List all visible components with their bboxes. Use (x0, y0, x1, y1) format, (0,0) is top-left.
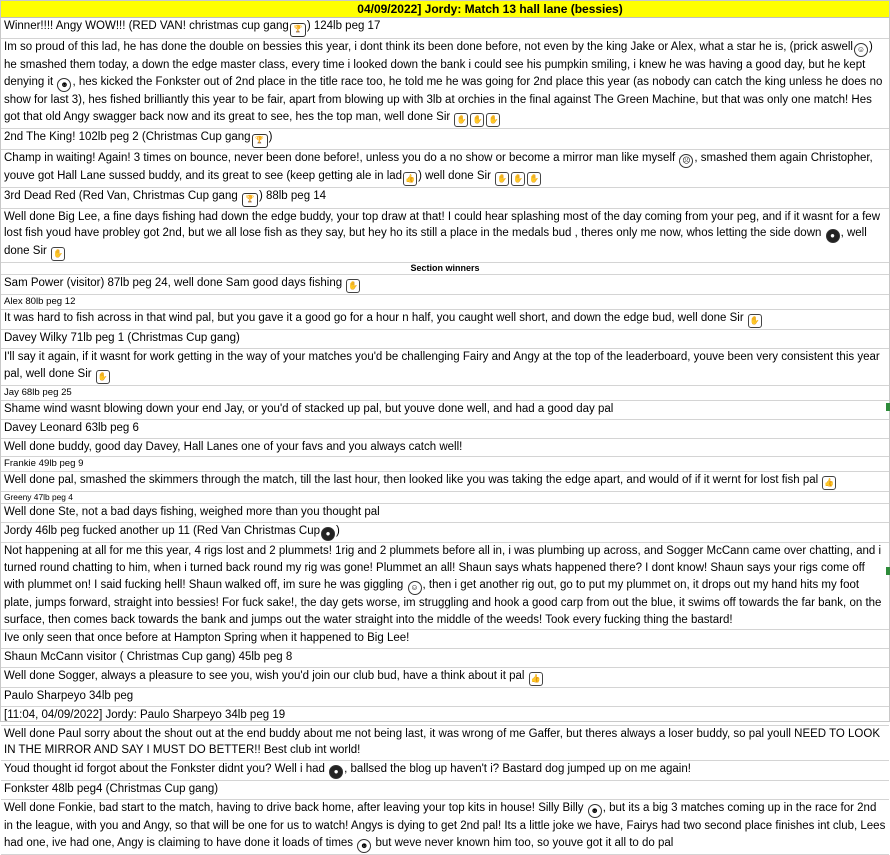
cell-text: , smashed them again Christopher, youve got Hall Lane sussed buddy, and its great to see (keep getting ale in lad (4, 151, 873, 182)
table-cell[interactable] (1, 349, 889, 386)
table-cell[interactable] (1, 800, 889, 855)
table-cell[interactable] (1, 39, 889, 129)
table-cell[interactable] (1, 401, 889, 420)
cell-text: ) (336, 525, 340, 538)
table-cell[interactable] (1, 649, 889, 668)
laughing-face-icon: ☻ (357, 839, 371, 853)
page-title[interactable]: 04/09/2022] Jordy: Match 13 hall lane (bessies) (1, 1, 889, 18)
detective-icon: ● (329, 765, 343, 779)
cell-text: [11:04, 04/09/2022] Jordy: Paulo Sharpeyo 34lb peg 19 (4, 708, 286, 721)
cell-text: Youd thought id forgot about the Fonkster didnt you? Well i had (4, 763, 329, 776)
cell-text: Frankie 49lb peg 9 (4, 458, 84, 470)
table-cell[interactable] (1, 275, 889, 295)
table-cell[interactable] (1, 330, 889, 349)
detective-icon: ● (826, 229, 840, 243)
table-cell[interactable] (1, 726, 889, 762)
table-cell[interactable] (1, 18, 889, 39)
cell-text: Shaun McCann visitor ( Christmas Cup gang) 45lb peg 8 (4, 651, 293, 664)
table-cell[interactable] (1, 781, 889, 800)
cell-text: Davey Wilky 71lb peg 1 (Christmas Cup gang) (4, 332, 240, 345)
grimace-face-icon: ☹ (679, 154, 693, 168)
clap-icon: ✋ (527, 172, 541, 186)
cell-text: ) well done Sir (418, 169, 495, 182)
cell-text: Davey Leonard 63lb peg 6 (4, 421, 139, 434)
cell-text: Well done Paul sorry about the shout out at the end buddy about me not being last, it was wrong of me Gaffer, but theres always a loser buddy, so pal youll NEED TO LOOK IN THE MIRROR AND SAY I MUST DO BETTER!! Best club int world! (4, 727, 880, 757)
clap-icon: ✋ (470, 113, 484, 127)
cell-text: , hes kicked the Fonkster out of 2nd place in the title race too, he told me he was going for 2nd place this year (as nobody can catch the king unless he does no show for last 3), hes fished brilliantly this year to be fair, apart from blowing up with 3lb at orchies in the final against The Green Machine, but that was only one match! Hes got that old Angy swagger back now and its great to see, hes the top man, well done Sir (4, 75, 883, 123)
table-cell[interactable] (1, 504, 889, 523)
cell-text: Jordy 46lb peg fucked another up 11 (Red Van Christmas Cup (4, 525, 321, 538)
trophy-icon: 🏆 (290, 23, 306, 37)
cell-text: Section winners (410, 263, 480, 274)
table-cell[interactable] (1, 492, 889, 504)
section-heading[interactable] (1, 263, 889, 275)
cell-text: Well done buddy, good day Davey, Hall Lanes one of your favs and you always catch well! (4, 440, 463, 453)
cell-text: 3rd Dead Red (Red Van, Christmas Cup gang (4, 189, 241, 202)
table-cell[interactable] (1, 707, 889, 726)
cell-text: , ballsed the blog up haven't i? Bastard dog jumped up on me again! (344, 763, 691, 776)
table-cell[interactable] (1, 472, 889, 492)
cell-text: ) 124lb peg 17 (306, 20, 381, 32)
cell-text: but weve never known him too, so youve got it all to do pal (372, 836, 674, 849)
clap-icon: ✋ (495, 172, 509, 186)
table-cell[interactable] (1, 761, 889, 781)
clap-icon: ✋ (96, 370, 110, 384)
table-cell[interactable] (1, 209, 889, 264)
clap-icon: ✋ (454, 113, 468, 127)
thumbs-up-icon: 👍 (529, 672, 543, 686)
clap-icon: ✋ (346, 279, 360, 293)
cell-text: ) 88lb peg 14 (258, 189, 327, 202)
cell-list (1, 18, 889, 855)
cell-text: Well done pal, smashed the skimmers through the match, till the last hour, then looked like you was taking the edge apart, and would of if it wernt for lost fish pal (4, 474, 822, 487)
cell-text: Well done Big Lee, a fine days fishing had down the edge buddy, your top draw at that! I could hear splashing most of the day coming from your peg, and if it wasnt for a few lost fish youd have probley got 2nd, but we all lose fish as they say, but hey ho its still a place in the medals bud , theres only me now, whos letting the side down (4, 210, 881, 240)
cell-text: Paulo Sharpeyo 34lb peg (4, 689, 134, 702)
cell-text: , well done Sir (4, 227, 867, 258)
cell-text: Sam Power (visitor) 87lb peg 24, well done Sam good days fishing (4, 277, 346, 290)
table-cell[interactable] (1, 668, 889, 688)
cell-text: Greeny 47lb peg 4 (4, 492, 73, 503)
cell-text: ) (268, 130, 273, 143)
laughing-face-icon: ☻ (588, 804, 602, 818)
cell-text: Not happening at all for me this year, 4 rigs lost and 2 plummets! 1rig and 2 plummets before all in, i was plumbing up across, and Sogger McCann came over chatting, and i turned round chatting to him, when i turned back round my rig was gone! Plummet an all! Shaun says whats happened there? I dont know! Shaun says your rigs come off with plummet on! I said fucking hell! Shaun walked off, im sure he was giggling (4, 545, 882, 591)
table-cell[interactable] (1, 188, 889, 209)
table-cell[interactable] (1, 310, 889, 330)
clap-icon: ✋ (486, 113, 500, 127)
clap-icon: ✋ (511, 172, 525, 186)
table-cell[interactable] (1, 386, 889, 401)
cell-text: Jay 68lb peg 25 (4, 386, 72, 398)
cell-text: Well done Fonkie, bad start to the match, having to drive back home, after leaving your top kits in house! Silly Billy (4, 801, 587, 814)
wink-face-icon: ☺ (854, 43, 868, 57)
cell-text: It was hard to fish across in that wind pal, but you gave it a good go for a hour n half, you caught well short, and down the edge bud, well done Sir (4, 312, 747, 325)
laughing-face-icon: ☻ (57, 78, 71, 92)
clap-icon: ✋ (51, 247, 65, 261)
table-cell[interactable] (1, 129, 889, 150)
grin-face-icon: ☺ (408, 581, 422, 595)
cell-text: Well done Ste, not a bad days fishing, weighed more than you thought pal (4, 506, 380, 519)
trophy-icon: 🏆 (242, 193, 258, 207)
cell-text: Shame wind wasnt blowing down your end Jay, or you'd of stacked up pal, but youve done well, and had a good day pal (4, 402, 614, 415)
cell-text: Champ in waiting! Again! 3 times on bounce, never been done before!, unless you do a no show or become a mirror man like myself (4, 151, 679, 164)
cell-text: Ive only seen that once before at Hampton Spring when it happened to Big Lee! (4, 632, 410, 645)
cell-text: Fonkster 48lb peg4 (Christmas Cup gang) (4, 783, 219, 796)
thumbs-up-icon: 👍 (403, 172, 417, 186)
cell-text: 2nd The King! 102lb peg 2 (Christmas Cup gang (4, 130, 251, 143)
table-cell[interactable] (1, 523, 889, 543)
cell-text: , but its a big 3 matches coming up in the race for 2nd in the league, with you and Angy, so that will be one for us to watch! Angys is dying to get 2nd pal! Its a little joke we have, Fairys had two second place finishes int club, Lees had one, ive had one, Angy is claiming to have done it loads of times (4, 801, 886, 849)
table-cell[interactable] (1, 420, 889, 439)
sheet-edge-marker (886, 567, 890, 575)
cell-text: , then i get another rig out, go to put my plummet on, it drops out my hand hits my foot plate, jumps forward, straight into bessies! For fuck sake!, the day gets worse, im struggling and hook a good carp from out the blue, it swims off towards the far bank, on the surface, then comes back towards the bank and jumps out the water straight into the middle of the weeds! Took every fucking thing the bastard! (4, 578, 882, 626)
thumbs-up-icon: 👍 (822, 476, 836, 490)
table-cell[interactable] (1, 630, 889, 649)
cell-text: I'll say it again, if it wasnt for work getting in the way of your matches you'd be challenging Fairy and Angy at the top of the leaderboard, youve been very consistent this year pal, well done Sir (4, 351, 880, 380)
cell-text: ) he smashed them today, a down the edge master class, every time i looked down the bank i could see his pumpkin smiling, i knew he was having a good day, but he kept denying it (4, 41, 873, 88)
cell-text: Well done Sogger, always a pleasure to see you, wish you'd join our club bud, have a think about it pal (4, 669, 528, 682)
cell-text: Winner!!!! Angy WOW!!! (RED VAN! christmas cup gang (4, 20, 289, 32)
trophy-icon: 🏆 (252, 134, 268, 148)
cell-text: Im so proud of this lad, he has done the double on bessies this year, i dont think its been done before, not even by the king Jake or Alex, what a star he is, (prick aswell (4, 41, 853, 53)
detective-icon: ● (321, 527, 335, 541)
clap-icon: ✋ (748, 314, 762, 328)
cell-text: Alex 80lb peg 12 (4, 296, 76, 308)
table-cell[interactable] (1, 150, 889, 188)
table-cell[interactable] (1, 439, 889, 458)
table-cell[interactable] (1, 295, 889, 310)
table-cell[interactable] (1, 688, 889, 707)
table-cell[interactable] (1, 457, 889, 472)
sheet-edge-marker (886, 403, 890, 411)
table-cell[interactable] (1, 543, 889, 630)
